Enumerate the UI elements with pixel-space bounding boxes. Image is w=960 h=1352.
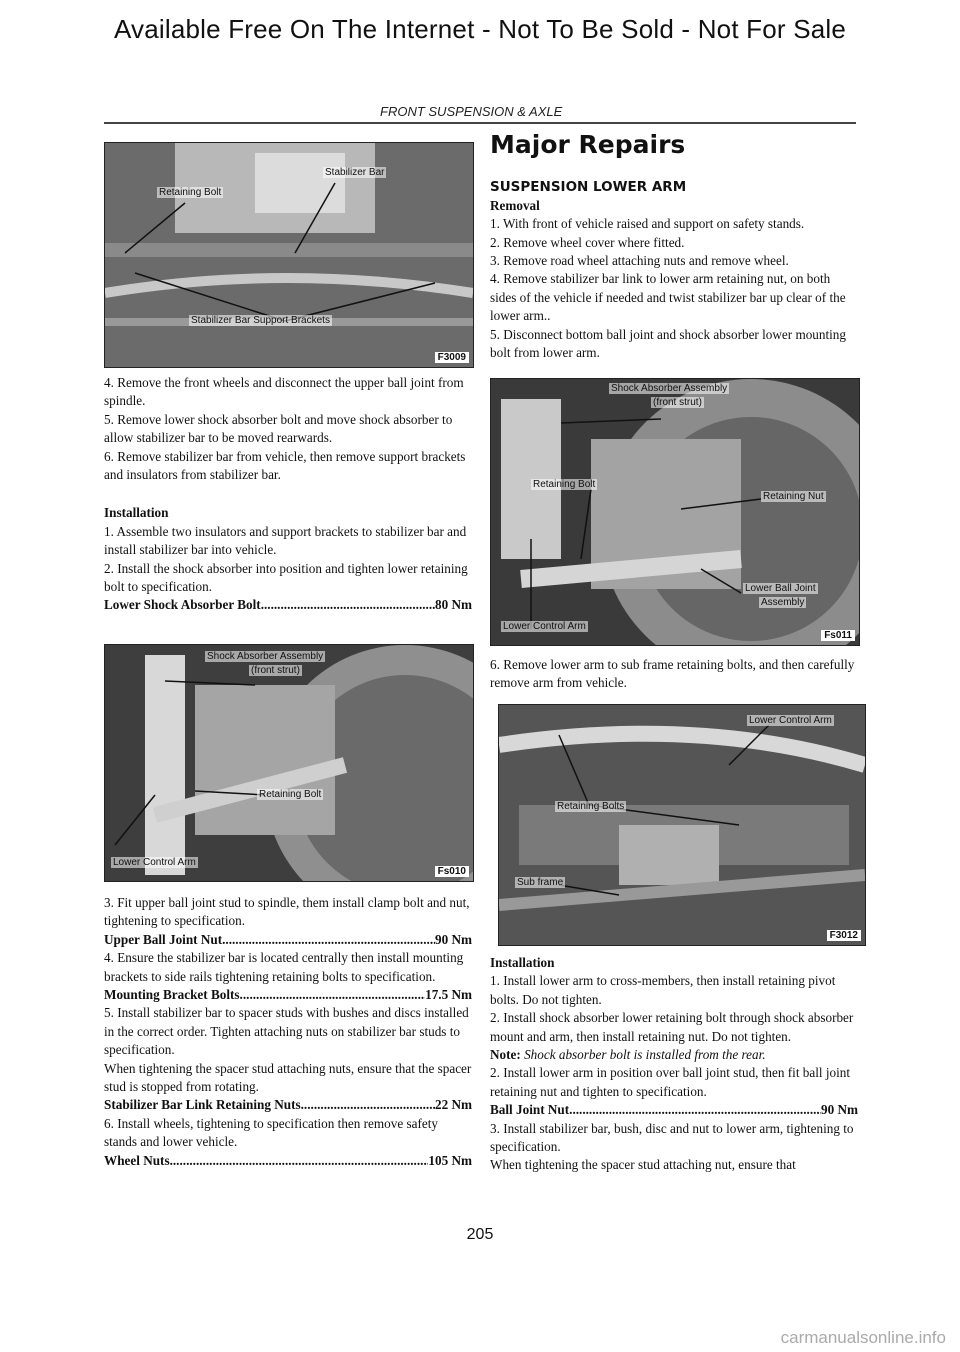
- paragraph: 3. Fit upper ball joint stud to spindle, them install clamp bolt and nut, tightening to specification.: [104, 895, 470, 929]
- paragraph: When tightening the spacer stud attaching nuts, ensure that the spacer stud is stopped from rotating.: [104, 1060, 472, 1095]
- page-title: Major Repairs: [490, 130, 686, 159]
- photo2-label-lower-control-arm: Lower Control Arm: [113, 857, 196, 868]
- photo1-fig-number: F3009: [435, 352, 469, 363]
- photo3-fig-number: Fs011: [821, 630, 855, 641]
- spec-wheel-nuts: [104, 1152, 472, 1170]
- paragraph: 6. Remove stabilizer bar from vehicle, then remove support brackets and insulators from stabilizer bar.: [104, 448, 466, 483]
- photo3-label-retaining-bolt: Retaining Bolt: [533, 479, 596, 490]
- paragraph: 1. Assemble two insulators and support brackets to stabilizer bar and install stabilizer bar into vehicle.: [104, 523, 467, 558]
- right-column-top: [490, 130, 858, 362]
- photo2-fig-number: Fs010: [435, 866, 469, 877]
- photo3-label-front-strut: (front strut): [653, 397, 702, 408]
- note-text: Shock absorber bolt is installed from the rear.: [524, 1047, 766, 1063]
- photo4-label-retaining-bolts: Retaining Bolts: [557, 801, 625, 812]
- paragraph: 2. Install shock absorber lower retaining bolt through shock absorber mount and arm, then install retaining nut. Do not tighten.: [490, 1010, 854, 1044]
- photo-stabilizer-bar-art: [105, 143, 473, 367]
- spec-mounting-bracket-bolts: [104, 986, 472, 1004]
- paragraph: 5. Install stabilizer bar to spacer studs with bushes and discs installed in the correct order. Tighten attaching nuts on stabilizer bar studs to specification.: [104, 1005, 469, 1058]
- paragraph: 5. Disconnect bottom ball joint and shock absorber lower mounting bolt from lower arm.: [490, 326, 846, 361]
- paragraph: When tightening the spacer stud attaching nut, ensure that: [490, 1157, 796, 1173]
- photo3-label-shock-absorber: Shock Absorber Assembly: [611, 383, 728, 394]
- paragraph: 2. Install the shock absorber into position and tighten lower retaining bolt to specification.: [104, 560, 468, 595]
- spec-label: Ball Joint Nut: [490, 1102, 570, 1118]
- spec-value: 80 Nm: [435, 597, 472, 613]
- paragraph: 1. With front of vehicle raised and support on safety stands.: [490, 216, 805, 232]
- paragraph: 1. Install lower arm to cross-members, then install retaining pivot bolts. Do not tighten.: [490, 973, 836, 1007]
- photo3-label-lower-ball-joint: Lower Ball Joint: [745, 583, 816, 594]
- paragraph: 3. Install stabilizer bar, bush, disc and nut to lower arm, tightening to specification.: [490, 1120, 854, 1155]
- installation-heading: Installation: [490, 955, 555, 970]
- paragraph: 4. Ensure the stabilizer bar is located centrally then install mounting brackets to side rails tightening retaining bolts to specification.: [104, 950, 464, 984]
- photo4-label-sub-frame: Sub frame: [517, 877, 564, 888]
- photo3-label-assembly: Assembly: [761, 597, 805, 608]
- photo3-label-lower-control-arm: Lower Control Arm: [503, 621, 586, 632]
- photo1-label-stabilizer-bar: Stabilizer Bar: [325, 167, 385, 178]
- spec-upper-ball-joint-nut: [104, 931, 472, 949]
- spec-value: 22 Nm: [435, 1097, 472, 1113]
- spec-value: 90 Nm: [821, 1102, 858, 1118]
- photo3-label-retaining-nut: Retaining Nut: [763, 491, 824, 502]
- photo2-label-front-strut: (front strut): [251, 665, 300, 676]
- note: [490, 1046, 858, 1064]
- site-watermark: carmanualsonline.info: [780, 1328, 946, 1347]
- paragraph: 2. Install lower arm in position over ball joint stud, then fit ball joint retaining nut and tighten to specification.: [490, 1065, 851, 1099]
- running-header: FRONT SUSPENSION & AXLE: [380, 104, 563, 119]
- spec-value: 105 Nm: [428, 1152, 472, 1168]
- spec-value: 90 Nm: [435, 931, 472, 947]
- left-column-top: [104, 374, 472, 615]
- note-label: Note:: [490, 1047, 521, 1063]
- paragraph: 6. Install wheels, tightening to specification then remove safety stands and lower vehicle.: [104, 1115, 438, 1150]
- paragraph: 5. Remove lower shock absorber bolt and move shock absorber to allow stabilizer bar to be moved rearwards.: [104, 411, 453, 446]
- spec-ball-joint-nut: [490, 1101, 858, 1119]
- paragraph: 3. Remove road wheel attaching nuts and remove wheel.: [490, 253, 789, 269]
- right-step-6: [490, 656, 858, 693]
- right-column-bottom: [490, 954, 858, 1175]
- header-rule: [104, 122, 856, 124]
- photo-sub-frame: [498, 704, 866, 946]
- photo-lower-ball-joint: [490, 378, 860, 646]
- paragraph: 4. Remove stabilizer bar link to lower arm retaining nut, on both sides of the vehicle if needed and twist stabilizer bar up clear of the lower arm..: [490, 271, 846, 324]
- paragraph: 6. Remove lower arm to sub frame retaining bolts, and then carefully remove arm from vehicle.: [490, 657, 855, 691]
- spec-stabilizer-link-nuts: [104, 1096, 472, 1114]
- section-heading: SUSPENSION LOWER ARM: [490, 179, 687, 196]
- spec-lower-shock-bolt: [104, 596, 472, 614]
- spec-label: Mounting Bracket Bolts: [104, 987, 240, 1003]
- photo2-label-retaining-bolt: Retaining Bolt: [259, 789, 322, 800]
- photo2-label-shock-absorber: Shock Absorber Assembly: [207, 651, 324, 662]
- removal-heading: Removal: [490, 197, 540, 213]
- spec-label: Wheel Nuts: [104, 1152, 170, 1168]
- paragraph: 4. Remove the front wheels and disconnect the upper ball joint from spindle.: [104, 375, 464, 409]
- photo-shock-absorber: [104, 644, 474, 882]
- spec-value: 17.5 Nm: [425, 987, 472, 1003]
- photo-stabilizer-bar: [104, 142, 474, 368]
- spec-label: Lower Shock Absorber Bolt: [104, 597, 261, 613]
- photo4-fig-number: F3012: [827, 930, 861, 941]
- photo-shock-absorber-art: [105, 645, 473, 881]
- photo4-label-lower-control-arm: Lower Control Arm: [749, 715, 832, 726]
- photo1-label-retaining-bolt: Retaining Bolt: [159, 187, 222, 198]
- photo-sub-frame-art: [499, 705, 865, 945]
- paragraph: 2. Remove wheel cover where fitted.: [490, 234, 685, 250]
- installation-heading: Installation: [104, 505, 169, 521]
- watermark-banner: Available Free On The Internet - Not To Be Sold - Not For Sale: [113, 14, 847, 44]
- spec-label: Stabilizer Bar Link Retaining Nuts: [104, 1097, 301, 1113]
- spec-label: Upper Ball Joint Nut: [104, 931, 223, 947]
- photo1-label-support-brackets: Stabilizer Bar Support Brackets: [191, 315, 330, 326]
- page-number: 205: [466, 1226, 494, 1243]
- left-column-bottom: [104, 894, 472, 1170]
